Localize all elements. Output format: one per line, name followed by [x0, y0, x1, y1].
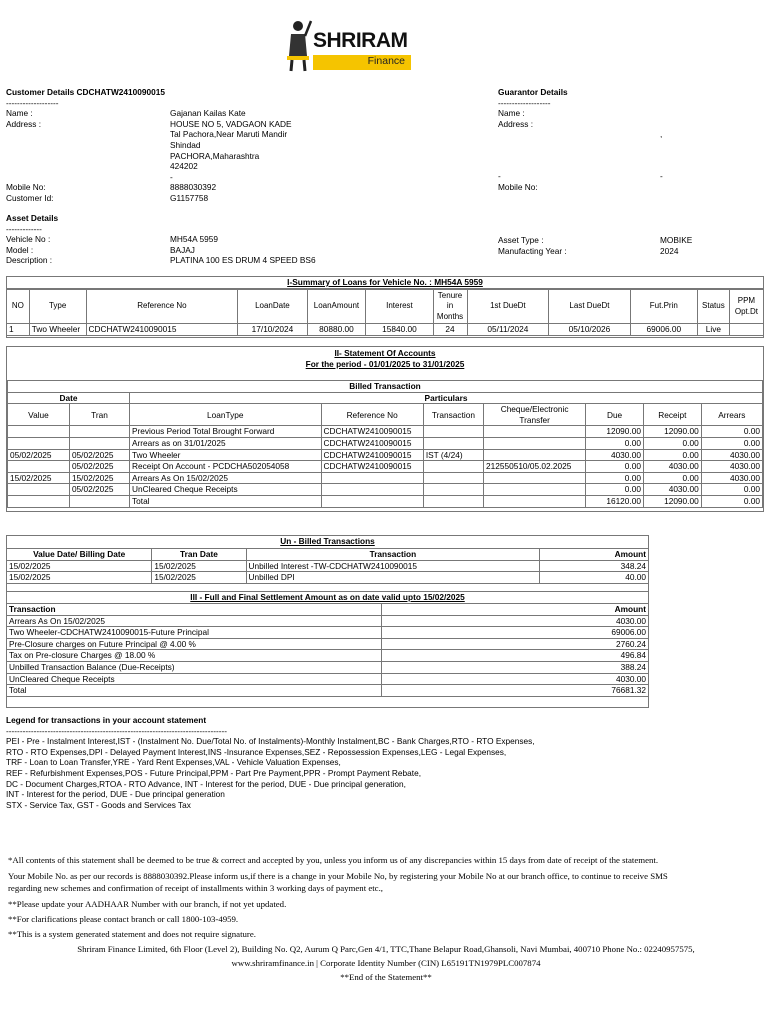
- statement-row-cell: 4030.00: [701, 449, 762, 461]
- summary-cell: Live: [697, 324, 729, 336]
- settlement-row-cell: 496.84: [382, 650, 649, 662]
- statement-row-cell: 0.00: [586, 484, 644, 496]
- summary-header: Last DueDt: [549, 290, 631, 324]
- statement-row-cell: [423, 496, 483, 508]
- address-line: Tal Pachora,Near Maruti Mandir: [170, 129, 288, 140]
- statement-table: [7, 380, 763, 508]
- summary-header: Tenure in Months: [433, 290, 467, 324]
- asset-dashes: -------------: [6, 223, 42, 234]
- summary-header: LoanAmount: [307, 290, 366, 324]
- asset-details-right: [498, 235, 758, 256]
- unbilled-row-cell: 40.00: [540, 572, 649, 584]
- unbilled-title: Un - Billed Transactions: [280, 536, 375, 546]
- legend-line: DC - Document Charges,RTOA - RTO Advance, INT - Interest for the period, DUE - Due principal generation,: [6, 778, 406, 789]
- summary-cell: CDCHATW2410090015: [86, 324, 238, 336]
- unbilled-row-cell: 15/02/2025: [7, 560, 152, 572]
- note-mobile-cont: regarding new schemes and confirmation of receipt of installments within 3 working days of payment etc.,: [8, 882, 383, 893]
- statement-header: Tran: [69, 404, 129, 426]
- note-clarification: **For clarifications please contact branch or call 1800-103-4959.: [8, 914, 239, 924]
- statement-row: [8, 449, 763, 461]
- settlement-row: [7, 673, 649, 685]
- summary-cell: [729, 324, 763, 336]
- statement-row-cell: [321, 484, 423, 496]
- summary-header: 1st DueDt: [467, 290, 549, 324]
- loan-summary-section: [6, 276, 764, 338]
- mascot-figure-icon: [283, 16, 313, 72]
- asset-type-value: MOBIKE: [660, 235, 693, 245]
- date-group-header: Date: [8, 392, 130, 404]
- legend-dashes: --------------------------------------------------------------------------------: [6, 725, 228, 736]
- settlement-row: [7, 685, 649, 697]
- statement-header: Due: [586, 404, 644, 426]
- statement-row-cell: 0.00: [586, 438, 644, 450]
- legend-line: TRF - Loan to Loan Transfer,YRE - Yard Rent Expenses,VAL - Vehicle Valuation Expenses,: [6, 757, 341, 768]
- model-label: Model :: [6, 244, 34, 255]
- asset-heading: Asset Details: [6, 213, 59, 223]
- particulars-group-header: Particulars: [130, 392, 763, 404]
- settlement-row-cell: Unbilled Transaction Balance (Due-Receipts): [7, 662, 382, 674]
- statement-row-cell: 12090.00: [643, 426, 701, 438]
- statement-row: [8, 472, 763, 484]
- statement-section: [6, 346, 764, 512]
- guarantor-dot-right: -: [660, 171, 663, 181]
- description-value: PLATINA 100 ES DRUM 4 SPEED BS6: [170, 255, 316, 266]
- statement-row: [8, 438, 763, 450]
- address-dot: -: [170, 171, 173, 182]
- statement-row-cell: 0.00: [643, 449, 701, 461]
- settlement-header: Transaction: [7, 604, 382, 616]
- summary-header: Interest: [366, 290, 433, 324]
- summary-header: LoanDate: [238, 290, 307, 324]
- settlement-row: [7, 615, 649, 627]
- summary-header: Reference No: [86, 290, 238, 324]
- settlement-row-cell: 4030.00: [382, 673, 649, 685]
- unbilled-row-cell: Unbilled Interest -TW-CDCHATW2410090015: [246, 560, 540, 572]
- statement-row-cell: 05/02/2025: [69, 484, 129, 496]
- settlement-row: [7, 638, 649, 650]
- legend-section: [6, 715, 762, 810]
- summary-cell: 05/11/2024: [467, 324, 549, 336]
- guarantor-details: [498, 87, 758, 129]
- summary-cell: Two Wheeler: [29, 324, 86, 336]
- model-value: BAJAJ: [170, 244, 195, 255]
- statement-header: Transaction: [423, 404, 483, 426]
- statement-row-cell: [484, 449, 586, 461]
- statement-row-cell: [69, 426, 129, 438]
- statement-row-cell: [484, 496, 586, 508]
- statement-row-cell: [8, 426, 70, 438]
- legend-title: Legend for transactions in your account statement: [6, 715, 207, 725]
- summary-header: PPM Opt.Dt: [729, 290, 763, 324]
- statement-row-cell: [484, 472, 586, 484]
- legend-line: REF - Refurbishment Expenses,POS - Future Principal,PPM - Part Pre Payment,PPR - Prompt Payment Rebate,: [6, 768, 421, 779]
- statement-header: Value: [8, 404, 70, 426]
- statement-row-cell: 0.00: [643, 438, 701, 450]
- statement-title: II- Statement Of Accounts: [334, 348, 436, 358]
- legend-line: INT - Interest for the period, DUE - Due principal generation: [6, 789, 225, 800]
- statement-row-cell: Previous Period Total Brought Forward: [130, 426, 322, 438]
- guarantor-comma: ,: [660, 129, 663, 139]
- unbilled-row: [7, 572, 649, 584]
- statement-header: Arrears: [701, 404, 762, 426]
- summary-cell: 80880.00: [307, 324, 366, 336]
- statement-row-cell: [423, 472, 483, 484]
- statement-row-cell: [423, 461, 483, 473]
- statement-row-cell: 0.00: [701, 426, 762, 438]
- address-line: Shindad: [170, 140, 201, 151]
- statement-row-cell: CDCHATW2410090015: [321, 426, 423, 438]
- address-line: PACHORA,Maharashtra: [170, 150, 260, 161]
- statement-row-cell: 0.00: [586, 472, 644, 484]
- settlement-row-cell: 2760.24: [382, 638, 649, 650]
- statement-row-cell: [484, 426, 586, 438]
- year-label: Manufacting Year :: [498, 245, 567, 256]
- statement-row-cell: 4030.00: [643, 484, 701, 496]
- summary-header: Fut.Prin: [630, 290, 697, 324]
- statement-row-cell: [8, 484, 70, 496]
- statement-row-cell: [69, 496, 129, 508]
- settlement-row-cell: 388.24: [382, 662, 649, 674]
- statement-row: [8, 461, 763, 473]
- brand-name: SHRIRAM: [313, 29, 408, 52]
- statement-row-cell: Arrears as on 31/01/2025: [130, 438, 322, 450]
- statement-row-cell: [8, 438, 70, 450]
- statement-row-cell: Receipt On Account - PCDCHA502054058: [130, 461, 322, 473]
- summary-table: [6, 289, 764, 336]
- statement-row-cell: 0.00: [701, 496, 762, 508]
- summary-cell: 24: [433, 324, 467, 336]
- brand-sub: Finance: [367, 55, 405, 67]
- statement-row-cell: 15/02/2025: [69, 472, 129, 484]
- customer-name-label: Name :: [6, 108, 33, 119]
- customer-address-label: Address :: [6, 118, 42, 129]
- settlement-row-cell: Pre-Closure charges on Future Principal @ 4.00 %: [7, 638, 382, 650]
- statement-row-cell: 12090.00: [586, 426, 644, 438]
- unbilled-header: Transaction: [246, 549, 540, 561]
- statement-row-cell: 4030.00: [701, 472, 762, 484]
- statement-row-cell: CDCHATW2410090015: [321, 438, 423, 450]
- guarantor-dashes: -------------------: [498, 97, 551, 108]
- settlement-row-cell: UnCleared Cheque Receipts: [7, 673, 382, 685]
- guarantor-address-label: Address :: [498, 118, 534, 129]
- statement-row-cell: [423, 426, 483, 438]
- settlement-row-cell: Total: [7, 685, 382, 697]
- guarantor-heading: Guarantor Details: [498, 87, 568, 97]
- statement-row-cell: 212550510/05.02.2025: [484, 461, 586, 473]
- legend-line: PEI - Pre - Instalment Interest,IST - (Instalment No. Due/Total No. of Instalments)-Monthly Instalment,BC - Bank Charges,RTO - RTO Expenses,: [6, 736, 535, 747]
- settlement-table: [6, 603, 649, 697]
- settlement-row-cell: 76681.32: [382, 685, 649, 697]
- vehicle-value: MH54A 5959: [170, 234, 218, 245]
- customer-heading: Customer Details CDCHATW2410090015: [6, 87, 165, 97]
- note-aadhaar: **Please update your AADHAAR Number with our branch, if not yet updated.: [8, 898, 287, 909]
- unbilled-row-cell: 15/02/2025: [7, 572, 152, 584]
- notes-section: [8, 855, 764, 983]
- statement-row-cell: IST (4/24): [423, 449, 483, 461]
- statement-row-cell: 15/02/2025: [8, 472, 70, 484]
- company-website-cin: www.shriramfinance.in | Corporate Identity Number (CIN) L65191TN1979PLC007874: [231, 957, 541, 968]
- summary-row: [7, 324, 764, 336]
- note-mobile: Your Mobile No. as per our records is 8888030392.Please inform us,if there is a change in your Mobile No, by registering your Mobile No at our branch office, to continue to receive SMS: [8, 871, 668, 882]
- legend-line: RTO - RTO Expenses,DPI - Delayed Payment Interest,INS -Insurance Expenses,SEZ - Repossession Expenses,LEG - Legal Expenses,: [6, 746, 507, 757]
- asset-details: [6, 213, 486, 266]
- unbilled-table: [6, 548, 649, 584]
- statement-row-cell: [484, 484, 586, 496]
- end-of-statement: **End of the Statement**: [340, 972, 432, 982]
- settlement-title: III - Full and Final Settlement Amount as on date valid upto 15/02/2025: [7, 591, 648, 604]
- mobile-value: 8888030392: [170, 182, 217, 193]
- summary-cell: 05/10/2026: [549, 324, 631, 336]
- statement-row-cell: 0.00: [701, 438, 762, 450]
- statement-row-cell: 16120.00: [586, 496, 644, 508]
- guarantor-name-label: Name :: [498, 108, 525, 119]
- shriram-logo: [283, 16, 411, 72]
- statement-row-cell: Two Wheeler: [130, 449, 322, 461]
- note-discrepancy: *All contents of this statement shall be deemed to be true & correct and accepted by you, unless you inform us of any discrepancies within 15 days from date of receipt of the statement.: [8, 855, 659, 865]
- summary-cell: 69006.00: [630, 324, 697, 336]
- settlement-row-cell: 69006.00: [382, 627, 649, 639]
- statement-row-cell: Total: [130, 496, 322, 508]
- statement-row-cell: [423, 484, 483, 496]
- statement-row-cell: 05/02/2025: [69, 461, 129, 473]
- statement-row-cell: 0.00: [586, 461, 644, 473]
- note-system-generated: **This is a system generated statement and does not require signature.: [8, 929, 256, 940]
- statement-row: [8, 496, 763, 508]
- customer-dashes: -------------------: [6, 97, 59, 108]
- customer-id-value: G1157758: [170, 193, 209, 204]
- asset-type-label: Asset Type :: [498, 235, 544, 245]
- statement-header: Cheque/Electronic Transfer: [484, 404, 586, 426]
- settlement-row: [7, 662, 649, 674]
- statement-row-cell: 05/02/2025: [8, 449, 70, 461]
- settlement-row-cell: Arrears As On 15/02/2025: [7, 615, 382, 627]
- statement-row-cell: [8, 461, 70, 473]
- unbilled-row: [7, 560, 649, 572]
- summary-header: Status: [697, 290, 729, 324]
- settlement-row-cell: Two Wheeler-CDCHATW2410090015-Future Principal: [7, 627, 382, 639]
- statement-row-cell: 05/02/2025: [69, 449, 129, 461]
- statement-row-cell: [423, 438, 483, 450]
- mobile-label: Mobile No:: [6, 182, 46, 193]
- description-label: Description :: [6, 255, 53, 266]
- settlement-row-cell: Tax on Pre-closure Charges @ 18.00 %: [7, 650, 382, 662]
- address-line: HOUSE NO 5, VADGAON KADE: [170, 118, 292, 129]
- statement-row-cell: [321, 472, 423, 484]
- unbilled-header: Amount: [540, 549, 649, 561]
- guarantor-mobile-label: Mobile No:: [498, 182, 538, 192]
- vehicle-label: Vehicle No :: [6, 234, 51, 245]
- legend-line: STX - Service Tax, GST - Goods and Services Tax: [6, 799, 191, 810]
- statement-row-cell: 0.00: [701, 484, 762, 496]
- statement-row-cell: [69, 438, 129, 450]
- customer-name: Gajanan Kailas Kate: [170, 108, 246, 119]
- settlement-row: [7, 650, 649, 662]
- statement-row-cell: Arrears As On 15/02/2025: [130, 472, 322, 484]
- customer-id-label: Customer Id:: [6, 193, 54, 204]
- guarantor-dot: -: [498, 171, 501, 181]
- summary-cell: 1: [7, 324, 30, 336]
- summary-cell: 15840.00: [366, 324, 433, 336]
- statement-row-cell: CDCHATW2410090015: [321, 461, 423, 473]
- statement-header: Reference No: [321, 404, 423, 426]
- summary-cell: 17/10/2024: [238, 324, 307, 336]
- unbilled-row-cell: 15/02/2025: [152, 572, 246, 584]
- settlement-row: [7, 627, 649, 639]
- statement-row: [8, 426, 763, 438]
- unbilled-row-cell: Unbilled DPI: [246, 572, 540, 584]
- brand-band: [313, 55, 411, 70]
- unbilled-header: Value Date/ Billing Date: [7, 549, 152, 561]
- statement-row-cell: [321, 496, 423, 508]
- unbilled-header: Tran Date: [152, 549, 246, 561]
- statement-row-cell: [8, 496, 70, 508]
- customer-details: [6, 87, 486, 204]
- address-line: 424202: [170, 161, 198, 172]
- unbilled-row-cell: 348.24: [540, 560, 649, 572]
- statement-row-cell: UnCleared Cheque Receipts: [130, 484, 322, 496]
- statement-period: For the period - 01/01/2025 to 31/01/2025: [305, 358, 465, 369]
- summary-header: NO: [7, 290, 30, 324]
- statement-header: LoanType: [130, 404, 322, 426]
- settlement-row-cell: 4030.00: [382, 615, 649, 627]
- statement-header: Receipt: [643, 404, 701, 426]
- statement-row-cell: 0.00: [643, 472, 701, 484]
- statement-row-cell: 4030.00: [643, 461, 701, 473]
- summary-header: Type: [29, 290, 86, 324]
- statement-row-cell: 4030.00: [586, 449, 644, 461]
- unbilled-row-cell: 15/02/2025: [152, 560, 246, 572]
- company-address: Shriram Finance Limited, 6th Floor (Level 2), Building No. Q2, Aurum Q Parc,Gen 4/1, TTC,Thane Belapur Road,Ghansoli, Navi Mumbai, 400710 Phone No.: 02240957575,: [77, 943, 695, 954]
- statement-row-cell: 4030.00: [701, 461, 762, 473]
- statement-row-cell: [484, 438, 586, 450]
- billed-transaction-label: Billed Transaction: [8, 381, 763, 393]
- settlement-header: Amount: [382, 604, 649, 616]
- statement-row-cell: CDCHATW2410090015: [321, 449, 423, 461]
- summary-title: I-Summary of Loans for Vehicle No. : MH54A 5959: [7, 277, 763, 289]
- unbilled-section: [6, 535, 649, 708]
- year-value: 2024: [660, 245, 679, 256]
- statement-row: [8, 484, 763, 496]
- statement-row-cell: 12090.00: [643, 496, 701, 508]
